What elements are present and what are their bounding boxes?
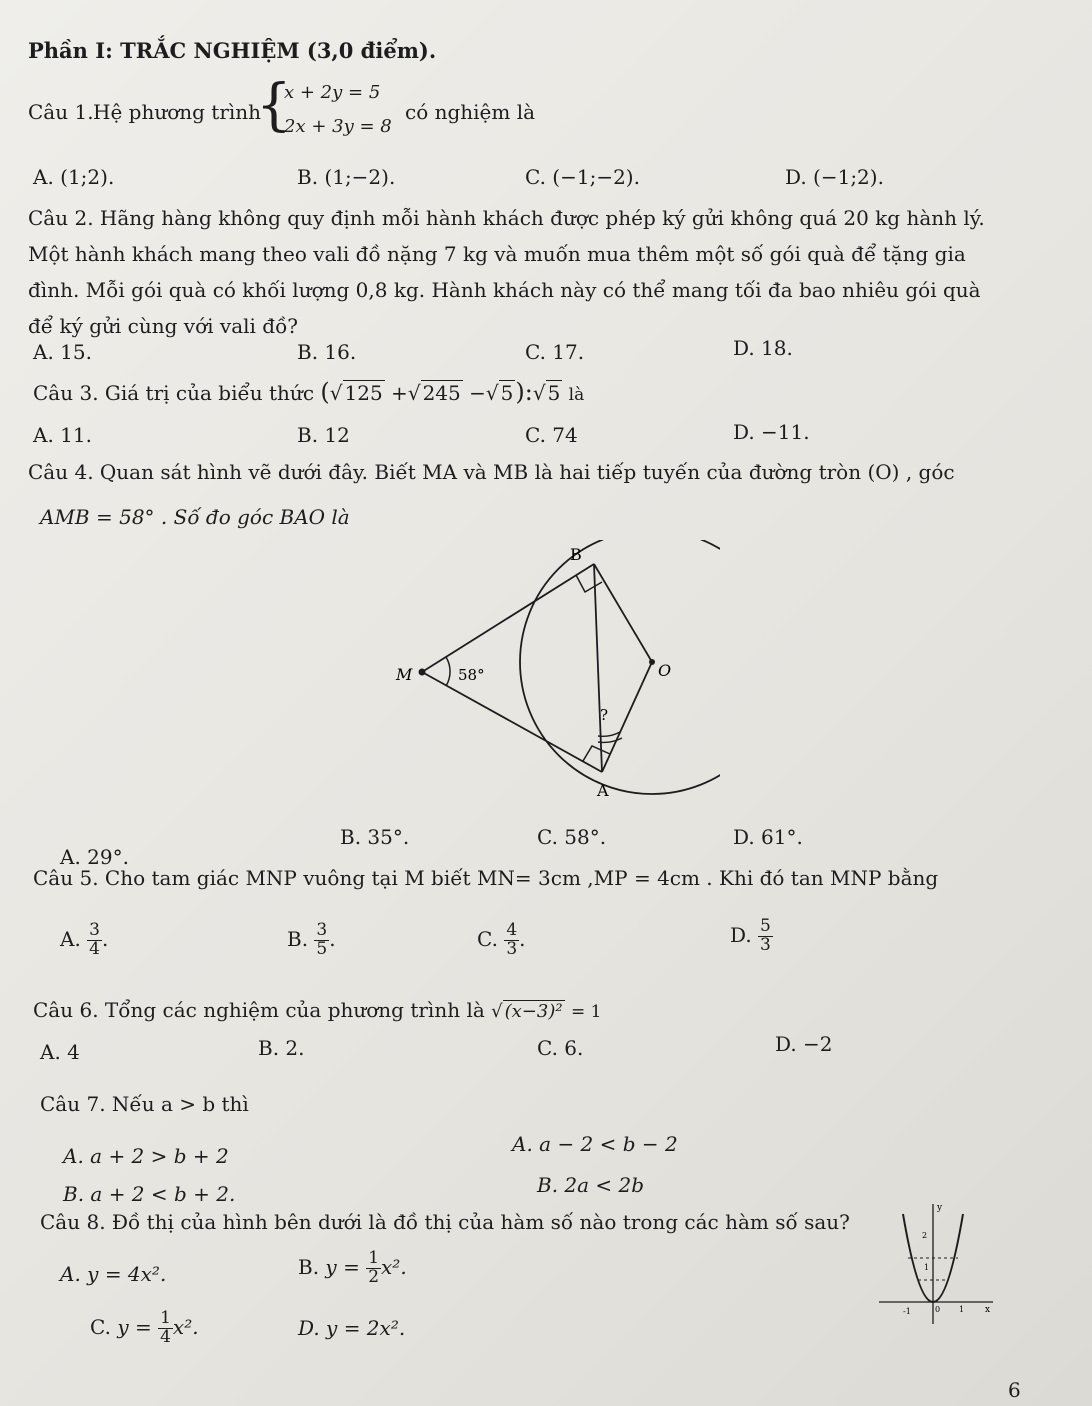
q8-option-b[interactable] [298,1250,407,1287]
q5-a-fraction [87,922,102,959]
right-angle-a [583,746,610,761]
q5-d-num: 5 [760,916,771,936]
graph-origin: 0 [935,1305,941,1314]
graph-tick-2: 2 [922,1231,928,1240]
q1-option-d[interactable]: D. (−1;2). [785,165,884,189]
label-a: A [597,781,609,800]
angle-label-question: ? [600,706,609,724]
q5-d-fraction [758,918,773,955]
q7-option-a2[interactable]: A. a − 2 < b − 2 [512,1132,678,1156]
radius-oa [602,662,652,772]
q8-b-fraction [366,1250,381,1287]
q5-c-den: 3 [506,938,518,959]
label-o: O [658,661,672,680]
section-title: Phần I: TRẮC NGHIỆM (3,0 điểm). [28,38,437,63]
q3-radicand-2: 245 [422,381,461,405]
q6-option-b[interactable]: B. 2. [258,1036,305,1060]
q5-b-fraction [314,922,329,959]
q4-option-b[interactable]: B. 35°. [340,825,410,849]
q6-stem: Câu 6. Tổng các nghiệm của phương trình là √ (x−3)² = 1 [33,998,602,1022]
q5-d-label: D. [730,922,752,947]
parabola-graph [875,1200,1000,1330]
tangent-circle-figure [380,540,720,820]
q4-option-a[interactable]: A. 29°. [60,845,129,869]
q1-eq1: x + 2y = 5 [284,82,381,103]
q3-paren-close: ): [515,378,533,406]
q3-radicand-4: 5 [547,381,561,405]
q8-option-d[interactable]: D. y = 2x². [298,1316,406,1340]
q7-stem: Câu 7. Nếu a > b thì [40,1092,249,1116]
q8-option-c[interactable] [90,1310,199,1347]
q4-line2: AMB = 58° . Số đo góc BAO là [40,505,350,529]
q4-option-c[interactable]: C. 58°. [537,825,607,849]
graph-x-label: x [985,1305,991,1315]
q1-option-c[interactable]: C. (−1;−2). [525,165,640,189]
radius-ob [594,564,652,662]
q5-a-num: 3 [89,920,100,940]
q8-b-label: B. [298,1254,320,1279]
tangent-mb [422,564,594,672]
q5-option-d[interactable] [730,918,773,955]
circle-o [520,540,720,794]
q1-brace: { [256,73,292,138]
q2-option-d[interactable]: D. 18. [733,336,793,360]
q3-minus: − [469,381,486,405]
q5-a-label: A. [60,926,81,951]
q3-paren-open: ( [320,378,330,406]
q8-stem: Câu 8. Đồ thị của hình bên dưới là đồ thị của hàm số nào trong các hàm số sau? [40,1210,850,1234]
q1-stem: Hệ phương trình [93,100,262,124]
q2-option-a[interactable]: A. 15. [33,340,92,364]
q7-option-b2[interactable]: B. 2a < 2b [537,1173,645,1197]
q2-line4: để ký gửi cùng với vali đồ? [28,314,299,338]
angle-arc-m [446,657,450,686]
angle-label-58: 58° [458,666,485,684]
point-o [649,659,655,665]
tangent-ma [422,672,602,772]
point-m [419,669,426,676]
q3-stem-pre: Câu 3. Giá trị của biểu thức [33,381,315,405]
q5-c-fraction [504,922,519,959]
q1-eq2: 2x + 3y = 8 [284,116,392,137]
q8-b-x: x². [381,1254,407,1279]
q3-stem-post: là [568,385,585,405]
q2-option-c[interactable]: C. 17. [525,340,585,364]
q8-c-fraction [158,1310,173,1347]
q5-stem: Câu 5. Cho tam giác MNP vuông tại M biết MN= 3cm ,MP = 4cm . Khi đó tan MNP bằng [33,866,939,890]
q6-stem-post: = 1 [570,1002,602,1022]
q5-a-den: 4 [89,938,100,959]
q8-c-den: 4 [160,1326,171,1347]
q5-b-den: 5 [316,938,328,959]
q8-b-y: y = [325,1254,360,1279]
q7-option-a1[interactable]: A. a + 2 > b + 2 [63,1144,229,1168]
q8-b-num: 1 [368,1248,380,1268]
q5-d-den: 3 [760,934,771,955]
q7-option-b1[interactable]: B. a + 2 < b + 2. [63,1182,236,1206]
q8-c-x: x². [172,1314,199,1339]
q2-line2: Một hành khách mang theo vali đồ nặng 7 kg và muốn mua thêm một số gói quà để tặng gia [28,242,966,266]
q3-plus: + [391,381,408,405]
q3-radicand-3: 5 [500,381,514,405]
q3-option-a[interactable]: A. 11. [33,423,92,447]
q3-option-b[interactable]: B. 12 [297,423,350,447]
q3-radicand-1: 125 [344,381,383,405]
q8-b-den: 2 [368,1266,380,1287]
label-b: B [570,545,582,564]
q6-option-c[interactable]: C. 6. [537,1036,584,1060]
right-angle-b [576,575,602,592]
q6-option-a[interactable]: A. 4 [40,1040,80,1064]
label-m: M [396,665,413,684]
q2-line3: đình. Mỗi gói quà có khối lượng 0,8 kg. Hành khách này có thể mang tối đa bao nhiêu gói quà [28,278,981,302]
q5-b-num: 3 [316,920,328,940]
q5-b-label: B. [287,926,309,951]
q8-c-y: y = [117,1314,152,1339]
q4-line1: Câu 4. Quan sát hình vẽ dưới đây. Biết MA và MB là hai tiếp tuyến của đường tròn (O) , góc [28,460,955,484]
q3-option-d[interactable]: D. −11. [733,420,810,444]
q8-c-label: C. [90,1314,111,1339]
q8-c-num: 1 [160,1308,171,1328]
chord-ab [594,564,602,772]
q5-option-b[interactable]: B. $\frac{3}{5}$ . [287,920,336,959]
q6-option-d[interactable]: D. −2 [775,1032,833,1056]
q1-option-b[interactable]: B. (1;−2). [297,165,396,189]
q6-stem-pre: Câu 6. Tổng các nghiệm của phương trình là [33,998,485,1022]
q1-option-a[interactable]: A. (1;2). [33,165,115,189]
q2-option-b[interactable]: B. 16. [297,340,357,364]
graph-tick-pos1: 1 [959,1305,965,1314]
graph-tick-neg1: -1 [903,1307,911,1316]
q1-label: Câu 1. [28,100,94,124]
graph-tick-1: 1 [924,1263,930,1272]
q8-option-a[interactable]: A. y = 4x². [60,1262,167,1286]
q2-line1: Câu 2. Hãng hàng không quy định mỗi hành khách được phép ký gửi không quá 20 kg hành lý. [28,206,985,230]
q5-c-num: 4 [506,920,518,940]
q6-radicand: (x−3)² [504,1001,563,1022]
q5-option-a[interactable]: A. $\frac{3}{4}$ . [60,920,109,959]
q5-option-c[interactable]: C. $\frac{4}{3}$ . [477,920,526,959]
q1-stem-post: có nghiệm là [405,100,536,124]
q5-c-label: C. [477,926,498,951]
graph-y-label: y [937,1203,943,1213]
q3-option-c[interactable]: C. 74 [525,423,578,447]
q3-stem: Câu 3. Giá trị của biểu thức (√ 125 +√ 245 −√ 5):√ 5 là [33,378,585,406]
q4-option-d[interactable]: D. 61°. [733,825,803,849]
page-number: 6 [1008,1378,1021,1402]
